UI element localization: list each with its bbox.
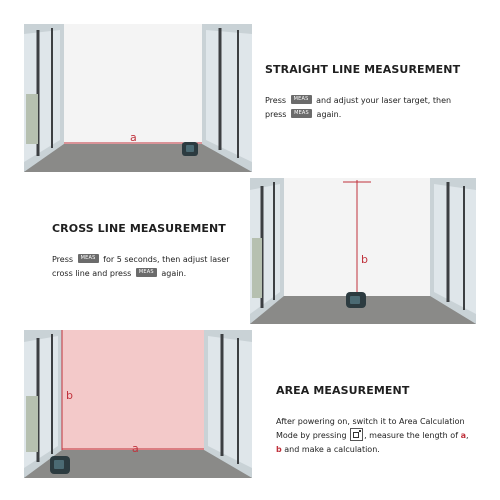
desc-text: again.: [161, 269, 187, 278]
highlight-b: b: [276, 445, 282, 454]
section-title: AREA MEASUREMENT: [276, 384, 410, 397]
desc-text: Press: [52, 255, 74, 264]
meas-button-icon: MEAS: [291, 95, 312, 104]
meas-button-icon: MEAS: [291, 109, 312, 118]
area-section: [276, 384, 469, 457]
section-title: CROSS LINE MEASUREMENT: [52, 222, 226, 235]
desc-text: again.: [316, 110, 342, 119]
straight-line-room-image: [24, 24, 252, 172]
highlight-a: a: [460, 431, 466, 440]
measurement-label-b: b: [361, 253, 368, 266]
desc-text: and adjust your laser target, then: [316, 96, 452, 105]
cross-line-section: [52, 222, 229, 281]
section-title: STRAIGHT LINE MEASUREMENT: [265, 63, 461, 76]
desc-text: and make a calculation.: [284, 445, 380, 454]
desc-text: ,: [465, 431, 469, 440]
desc-text: for 5 seconds, then adjust laser: [103, 255, 230, 264]
area-mode-button-icon: [350, 428, 363, 441]
straight-line-section: [265, 63, 460, 122]
desc-text: Press: [265, 96, 287, 105]
desc-text: press: [265, 110, 287, 119]
desc-text: , measure the length of: [364, 431, 459, 440]
desc-text: Mode by pressing: [276, 431, 347, 440]
measurement-label-a: a: [130, 131, 137, 144]
cross-line-room-image: [250, 178, 476, 324]
measurement-label-a: a: [132, 442, 139, 455]
desc-text: After powering on, switch it to Area Calculation: [276, 417, 465, 426]
section-description: [52, 253, 229, 281]
desc-text: cross line and press: [52, 269, 132, 278]
meas-button-icon: MEAS: [78, 254, 99, 263]
area-room-image: [24, 330, 252, 478]
measurement-label-b: b: [66, 389, 73, 402]
meas-button-icon: MEAS: [136, 268, 157, 277]
section-description: [265, 94, 460, 122]
section-description: [276, 415, 469, 457]
